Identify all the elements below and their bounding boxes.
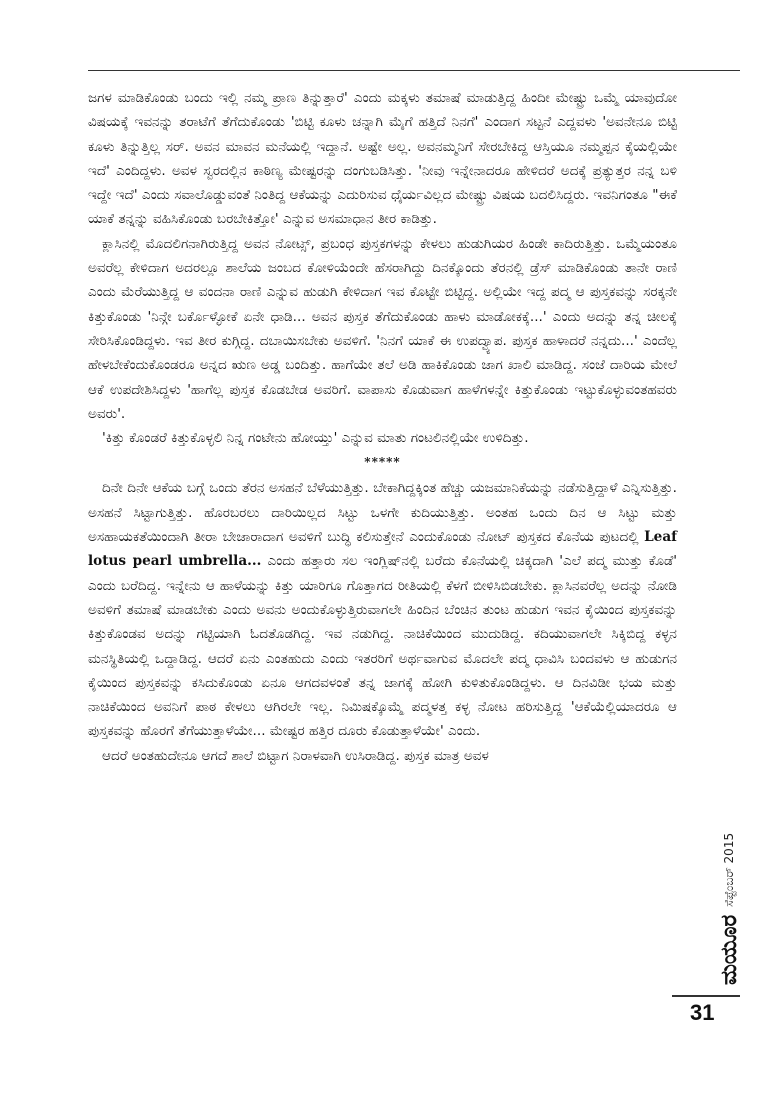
article-body xyxy=(88,86,677,768)
page-number: 31 xyxy=(690,1000,715,1025)
english-phrase: Leaf lotus pearl umbrella... xyxy=(88,529,677,570)
paragraph-continued: ಜಗಳ ಮಾಡಿಕೊಂಡು ಬಂದು ಇಲ್ಲಿ ನಮ್ಮ ಪ್ರಾಣ ತಿನ್ನುತ್ತಾರೆ' ಎಂದು ಮಕ್ಕಳು ತಮಾಷೆ ಮಾಡುತ್ತಿದ್ದ ಹಿಂದೀ ಮೇಷ್ಟ್ರು ಒಮ್ಮೆ ಯಾವುದೋ ವಿಷಯಕ್ಕೆ ಇವನನ್ನು ತರಾಟೆಗೆ ತೆಗೆದುಕೊಂಡು 'ಬಿಟ್ಟಿ ಕೂಳು ಚನ್ನಾಗಿ ಮೈಗೆ ಹತ್ತಿದೆ ನಿನಗೆ' ಎಂದಾಗ ಸಟ್ಟನೆ ಎದ್ದವಳು 'ಅವನೇನೂ ಬಿಟ್ಟಿ ಕೂಳು ತಿನ್ನುತ್ತಿಲ್ಲ ಸರ್. ಅವನ ಮಾವನ ಮನೆಯಲ್ಲಿ ಇದ್ದಾನೆ. ಅಷ್ಟೇ ಅಲ್ಲ. ಅವನಮ್ಮನಿಗೆ ಸೇರಬೇಕಿದ್ದ ಆಸ್ತಿಯೂ ನಮ್ಮಪ್ಪನ ಕೈಯಲ್ಲಿಯೇ ಇದೆ' ಎಂದಿದ್ದಳು. ಅವಳ ಸ್ವರದಲ್ಲಿನ ಕಾಠಿಣ್ಯ ಮೇಷ್ಟರನ್ನು ದಂಗುಬಡಿಸಿತ್ತು. 'ನೀವು ಇನ್ನೇನಾದರೂ ಹೇಳಿದರೆ ಅದಕ್ಕೆ ಪ್ರತ್ಯುತ್ತರ ನನ್ನ ಬಳಿ ಇದ್ದೇ ಇದೆ' ಎಂದು ಸವಾಲೊಡ್ಡುವಂತೆ ನಿಂತಿದ್ದ ಆಕೆಯನ್ನು ಎದುರಿಸುವ ಧೈರ್ಯವಿಲ್ಲದ ಮೇಷ್ಟ್ರು ವಿಷಯ ಬದಲಿಸಿದ್ದರು. ಇವನಿಗಂತೂ "ಈಕೆ ಯಾಕೆ ತನ್ನನ್ನು ವಹಿಸಿಕೊಂಡು ಬರಬೇಕಿತ್ತೋ' ಎನ್ನುವ ಅಸಮಾಧಾನ ತೀರ ಕಾಡಿತ್ತು. xyxy=(88,90,677,228)
magazine-sidebar xyxy=(714,832,744,985)
paragraph: ಆದರೆ ಅಂತಹುದೇನೂ ಆಗದೆ ಶಾಲೆ ಬಿಟ್ಟಾಗ ನಿರಾಳವಾಗಿ ಉಸಿರಾಡಿದ್ದ. ಪುಸ್ತಕ ಮಾತ್ರ ಅವಳ xyxy=(102,747,489,764)
paragraph-with-english-phrase xyxy=(88,476,677,743)
paragraph: ಕ್ಲಾಸಿನಲ್ಲಿ ಮೊದಲಿಗನಾಗಿರುತ್ತಿದ್ದ ಅವನ ನೋಟ್ಸ್, ಪ್ರಬಂಧ ಪುಸ್ತಕಗಳನ್ನು ಕೇಳಲು ಹುಡುಗಿಯರ ಹಿಂಡೇ ಕಾದಿರುತ್ತಿತ್ತು. ಒಮ್ಮೆಯಂತೂ ಅವರೆಲ್ಲ ಕೇಳಿದಾಗ ಅದರಲ್ಲೂ ಶಾಲೆಯ ಜಂಬದ ಕೋಳಿಯೆಂದೇ ಹೆಸರಾಗಿದ್ದು ದಿನಕ್ಕೊಂದು ತೆರನಲ್ಲಿ ಡ್ರೆಸ್ ಮಾಡಿಕೊಂಡು ತಾನೇ ರಾಣಿ ಎಂದು ಮೆರೆಯುತ್ತಿದ್ದ ಆ ವಂದನಾ ರಾಣಿ ಎನ್ನುವ ಹುಡುಗಿ ಕೇಳಿದಾಗ ಇವ ಕೊಟ್ಟೇ ಬಿಟ್ಟಿದ್ದ. ಅಲ್ಲಿಯೇ ಇದ್ದ ಪದ್ಮ ಆ ಪುಸ್ತಕವನ್ನು ಸರಕ್ಕನೇ ಕಿತ್ತುಕೊಂಡು 'ನಿನ್ಗೇ ಬರ್ಕೊಳ್ಳೋಕೆ ಏನೇ ಧಾಡಿ... ಅವನ ಪುಸ್ತಕ ತೆಗೆದುಕೊಂಡು ಹಾಳು ಮಾಡೋಕಕ್ಕೆ...' ಎಂದು ಅದನ್ನು ತನ್ನ ಚೀಲಕ್ಕೆ ಸೇರಿಸಿಕೊಂಡಿದ್ದಳು. ಇವ ತೀರ ಕುಗ್ಗಿದ್ದ. ದಬಾಯಿಸಬೇಕು ಅವಳಿಗೆ. 'ನಿನಗೆ ಯಾಕೆ ಈ ಉಪದ್ವ್ಯಾಪ. ಪುಸ್ತಕ ಹಾಳಾದರೆ ನನ್ನದು...' ಎಂದೆಲ್ಲ ಹೇಳಬೇಕೆಂದುಕೊಂಡರೂ ಅನ್ನದ ಋಣ ಅಡ್ಡ ಬಂದಿತ್ತು. ಹಾಗೆಯೇ ತಲೆ ಅಡಿ ಹಾಕಿಕೊಂಡು ಜಾಗ ಖಾಲಿ ಮಾಡಿದ್ದ. ಸಂಜೆ ದಾರಿಯ ಮೇಲೆ ಆಕೆ ಉಪದೇಶಿಸಿದ್ದಳು 'ಹಾಗೆಲ್ಲ ಪುಸ್ತಕ ಕೊಡಬೇಡ ಅವರಿಗೆ. ವಾಪಾಸು ಕೊಡುವಾಗ ಹಾಳೆಗಳನ್ನೇ ಕಿತ್ತುಕೊಂಡು ಇಟ್ಟುಕೊಳ್ಳುವಂತಹವರು ಅವರು'. xyxy=(88,235,677,422)
magazine-name: ಮಯೂರ xyxy=(716,914,742,985)
paragraph-text-after: ಎಂದು ಹತ್ತಾರು ಸಲ ಇಂಗ್ಲಿಷ್‌ನಲ್ಲಿ ಬರೆದು ಕೊನೆಯಲ್ಲಿ ಚಿಕ್ಕದಾಗಿ 'ಎಲೆ ಪದ್ಮ ಮುತ್ತು ಕೊಡೆ' ಎಂದು ಬರೆದಿದ್ದ. ಇನ್ನೇನು ಆ ಹಾಳೆಯನ್ನು ಕಿತ್ತು ಯಾರಿಗೂ ಗೊತ್ತಾಗದ ರೀತಿಯಲ್ಲಿ ಕೆಳಗೆ ಬೀಳಿಸಿಬಿಡಬೇಕು. ಕ್ಲಾಸಿನವರೆಲ್ಲ ಅದನ್ನು ನೋಡಿ ಅವಳಿಗೆ ತಮಾಷೆ ಮಾಡಬೇಕು ಎಂದು ಅವನು ಅಂದುಕೊಳ್ಳುತ್ತಿರುವಾಗಲೇ ಹಿಂದಿನ ಬೆಂಚಿನ ತುಂಟ ಹುಡುಗ ಇವನ ಕೈಯಿಂದ ಪುಸ್ತಕವನ್ನು ಕಿತ್ತುಕೊಂಡವ ಅದನ್ನು ಗಟ್ಟಿಯಾಗಿ ಓದತೊಡಗಿದ್ದ. ಇವ ನಡುಗಿದ್ದ. ನಾಚಿಕೆಯಿಂದ ಮುದುಡಿದ್ದ. ಕದಿಯುವಾಗಲೇ ಸಿಕ್ಕಿಬಿದ್ದ ಕಳ್ಳನ ಮನಸ್ಥಿತಿಯಲ್ಲಿ ಒದ್ದಾಡಿದ್ದ. ಆದರೆ ಏನು ಎಂತಹುದು ಎಂದು ಇತರರಿಗೆ ಅರ್ಥವಾಗುವ ಮೊದಲೇ ಪದ್ಮ ಧಾವಿಸಿ ಬಂದವಳು ಆ ಹುಡುಗನ ಕೈಯಿಂದ ಪುಸ್ತಕವನ್ನು ಕಸಿದುಕೊಂಡು ಏನೂ ಆಗದವಳಂತೆ ತನ್ನ ಜಾಗಕ್ಕೆ ಹೋಗಿ ಕುಳಿತುಕೊಂಡಿದ್ದಳು. ಆ ದಿನವಿಡೀ ಭಯ ಮತ್ತು ನಾಚಿಕೆಯಿಂದ ಅವನಿಗೆ ಪಾಠ ಕೇಳಲು ಆಗಿರಲೇ ಇಲ್ಲ. ನಿಮಿಷಕ್ಕೊಮ್ಮೆ ಪದ್ಮಳತ್ತ ಕಳ್ಳ ನೋಟ ಹರಿಸುತ್ತಿದ್ದ 'ಆಕೆಯೆಲ್ಲಿಯಾದರೂ ಆ ಪುಸ್ತಕವನ್ನು ಹೊರಗೆ ತೆಗೆಯುತ್ತಾಳೆಯೇ... ಮೇಷ್ಟರ ಹತ್ತಿರ ದೂರು ಕೊಡುತ್ತಾಳೆಯೇ' ಎಂದು. xyxy=(88,553,677,740)
issue-date: ಸೆಪ್ಟೆಂಬರ್ 2015 xyxy=(721,832,736,907)
top-rule xyxy=(88,70,740,71)
section-separator: ***** xyxy=(364,455,401,470)
bottom-rule xyxy=(672,995,740,997)
sidebar-text xyxy=(714,832,744,985)
paragraph-text-before: ದಿನೇ ದಿನೇ ಆಕೆಯ ಬಗ್ಗೆ ಒಂದು ತೆರನ ಅಸಹನೆ ಬೆಳೆಯುತ್ತಿತ್ತು. ಬೇಕಾಗಿದ್ದಕ್ಕಿಂತ ಹೆಚ್ಚು ಯಜಮಾನಿಕೆಯನ್ನು ನಡೆಸುತ್ತಿದ್ದಾಳೆ ಎನ್ನಿಸುತ್ತಿತ್ತು. ಅಸಹನೆ ಸಿಟ್ಟಾಗುತ್ತಿತ್ತು. ಹೊರಬರಲು ದಾರಿಯಿಲ್ಲದ ಸಿಟ್ಟು ಒಳಗೇ ಕುದಿಯುತ್ತಿತ್ತು. ಅಂತಹ ಒಂದು ದಿನ ಆ ಸಿಟ್ಟು ಮತ್ತು ಅಸಹಾಯಕತೆಯಿಂದಾಗಿ ತೀರಾ ಬೇಜಾರಾದಾಗ ಅವಳಿಗೆ ಬುದ್ಧಿ ಕಲಿಸುತ್ತೇನೆ ಎಂದುಕೊಂಡು ನೋಟ್ ಪುಸ್ತಕದ ಕೊನೆಯ ಪುಟದಲ್ಲಿ xyxy=(88,480,677,546)
paragraph: 'ಕಿತ್ತು ಕೊಂಡರೆ ಕಿತ್ತುಕೊಳ್ಳಲಿ ನಿನ್ನ ಗಂಟೇನು ಹೋಯ್ತು' ಎನ್ನುವ ಮಾತು ಗಂಟಲಿನಲ್ಲಿಯೇ ಉಳಿದಿತ್ತು. xyxy=(102,430,529,447)
